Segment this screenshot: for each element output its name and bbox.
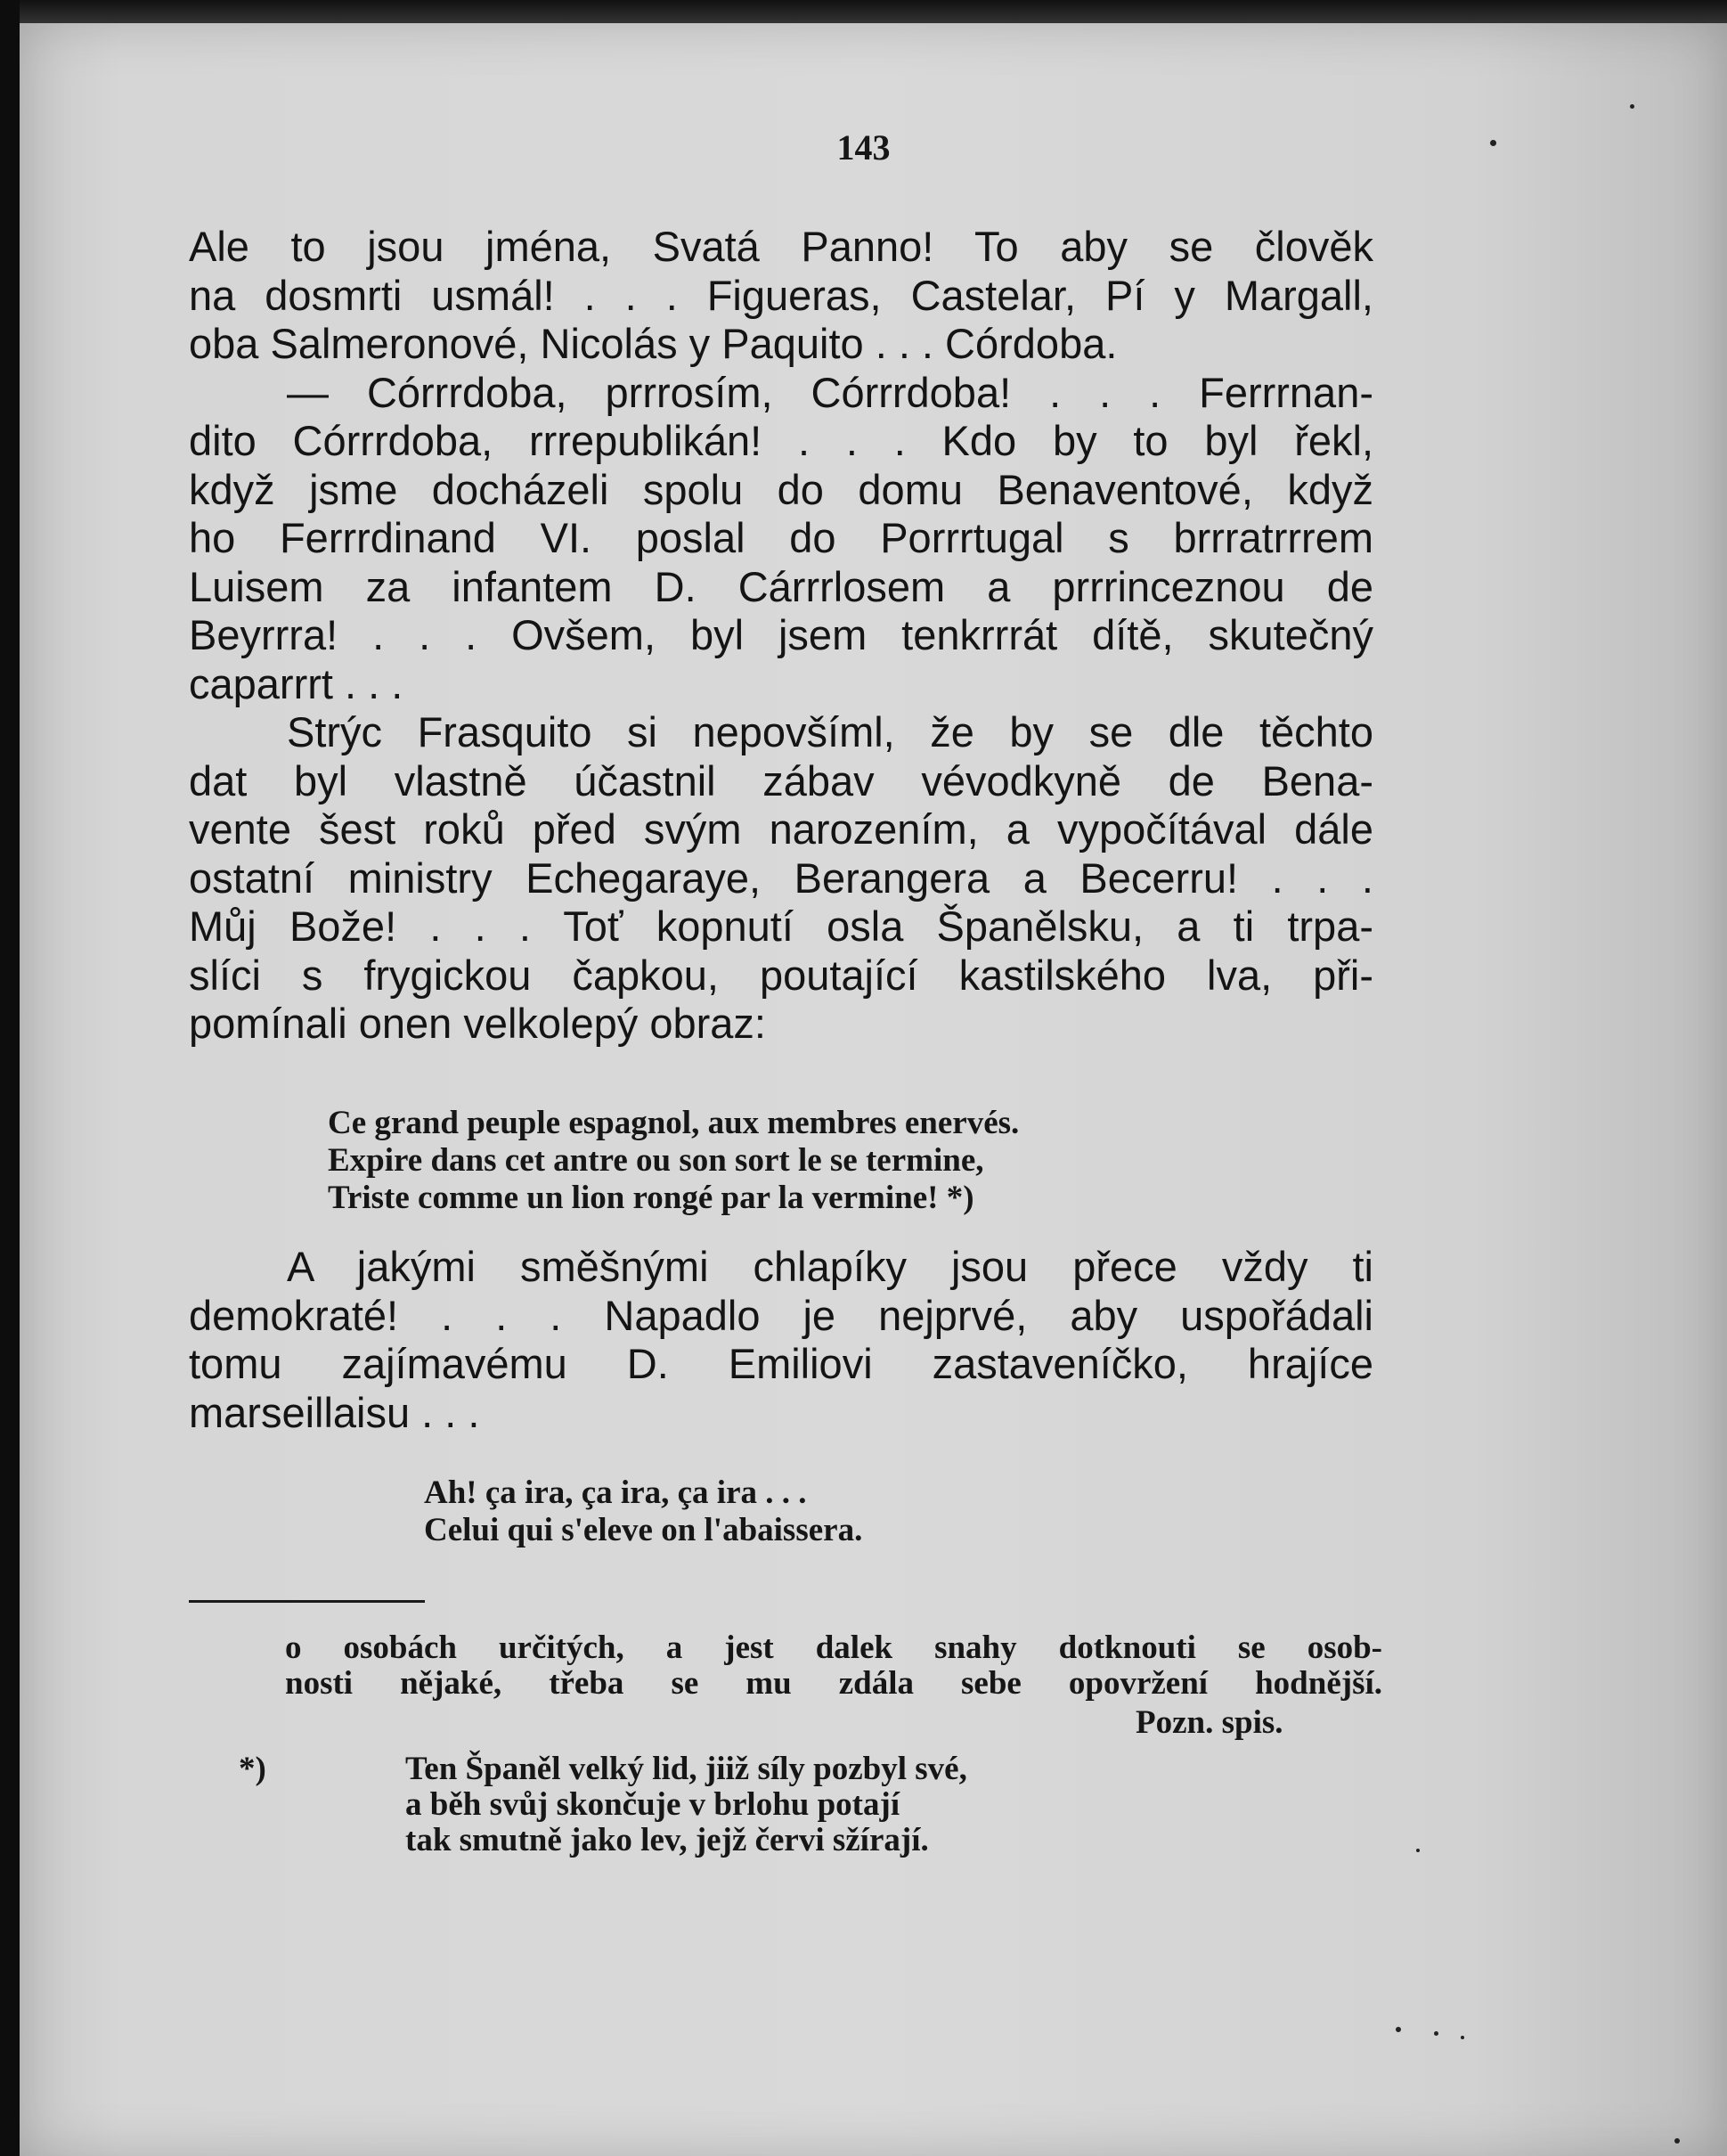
text-line: dito Córrrdoba, rrrepublikán! . . . Kdo by to byl řekl, [189,417,1373,464]
text-line: když jsme docházeli spolu do domu Benaventové, když [189,465,1373,513]
author-note-signature: Pozn. spis. [1136,1704,1283,1741]
footnote-translation [405,1752,967,1858]
text-line: Můj Bože! . . . Toť kopnutí osla Španělsku, a ti trpa- [189,902,1373,950]
text-line: ho Ferrrdinand VI. poslal do Porrrtugal s brrratrrrem [189,514,1373,561]
text-line: tomu zajímavému D. Emiliovi zastaveníčko, hrajíce [189,1340,1373,1387]
paragraph-4 [189,1243,1373,1437]
text-line: Ale to jsou jména, Svatá Panno! To aby se člověk [189,223,1373,270]
text-line: dat byl vlastně účastnil zábav vévodkyně de Bena- [189,756,1373,804]
verse-line: Triste comme un lion rongé par la vermine! *) [328,1180,974,1216]
text-line: Beyrrra! . . . Ovšem, byl jsem tenkrrrát dítě, skutečný [189,611,1373,658]
text-line: marseillaisu . . . [189,1388,480,1436]
text-line: caparrrt . . . [189,659,403,707]
verse-line: Expire dans cet antre ou son sort le se termine, [328,1142,984,1179]
text-line: slíci s frygickou čapkou, poutající kastilského lva, při- [189,951,1373,999]
text-line: oba Salmeronové, Nicolás y Paquito . . . Córdoba. [189,320,1118,367]
text-line: A jakými směšnými chlapíky jsou přece vždy ti [287,1243,1373,1290]
scan-top-edge [0,0,1727,23]
french-verse-2 [424,1474,862,1549]
verse-line: Ah! ça ira, ça ira, ça ira . . . [424,1474,807,1511]
footnote-continuation [285,1630,1382,1702]
footnote-line: nosti nějaké, třeba se mu zdála sebe opovržení hodnější. [285,1665,1382,1702]
footnote-rule [189,1600,425,1603]
text-line: Luisem za infantem D. Cárrrlosem a prrrinceznou de [189,562,1373,610]
text-line: demokraté! . . . Napadlo je nejprvé, aby uspořádali [189,1291,1373,1339]
french-verse-1 [328,1105,1019,1217]
text-line: ostatní ministry Echegaraye, Berangera a Becerru! . . . [189,853,1373,902]
text-line: vente šest roků před svým narozením, a vypočítával dále [189,805,1373,853]
paragraph-1 [189,223,1373,369]
text-line: Strýc Frasquito si nepovšíml, že by se dle těchto [287,708,1373,755]
text-line: pomínali onen velkolepý obraz: [189,1000,766,1047]
page-number: 143 [836,127,891,167]
text-line: na dosmrti usmál! . . . Figueras, Castelar, Pí y Margall, [189,271,1373,319]
scan-left-edge [0,0,20,2156]
footnote-line: o osobách určitých, a jest dalek snahy dotknouti se osob- [285,1629,1382,1666]
footnote-verse-line: a běh svůj skončuje v brlohu potají [405,1786,900,1823]
verse-line: Ce grand peuple espagnol, aux membres enervés. [328,1105,1020,1141]
paragraph-2 [189,369,1373,709]
footnote-verse-line: Ten Španěl velký lid, jiiž síly pozbyl své, [405,1751,967,1787]
footnote-verse-line: tak smutně jako lev, jejž červi sžírají. [405,1822,929,1858]
paragraph-3 [189,708,1373,1049]
text-line: — Córrrdoba, prrrosím, Córrrdoba! . . . Ferrrnan- [287,368,1373,416]
footnote-marker: *) [239,1751,266,1787]
verse-line: Celui qui s'eleve on l'abaissera. [424,1512,863,1548]
main-text [189,223,1373,1049]
